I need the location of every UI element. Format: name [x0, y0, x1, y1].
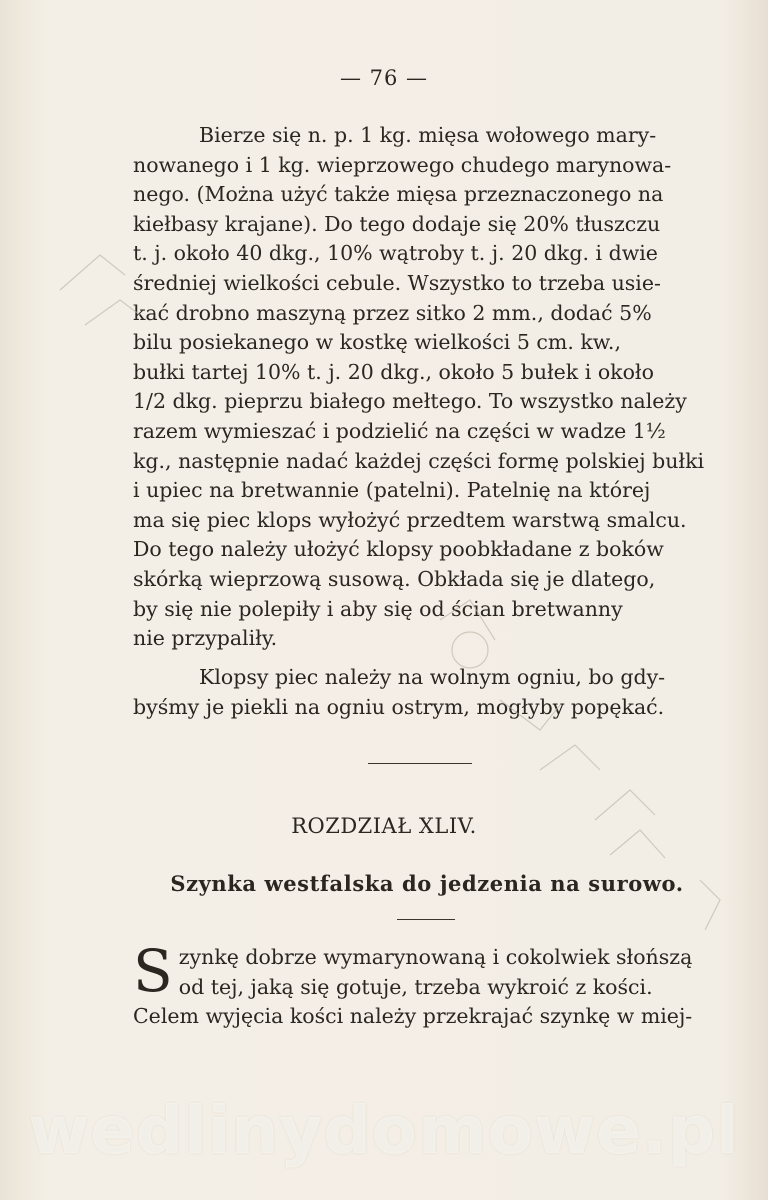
- text-line: ma się piec klops wyłożyć przedtem warstwą smalcu.: [133, 507, 687, 532]
- text-line: skórką wieprzową susową. Obkłada się je dlatego,: [133, 566, 656, 591]
- text-line: Do tego należy ułożyć klopsy poobkładane z boków: [133, 537, 664, 562]
- text-line: by się nie polepiły i aby się od ścian bretwanny: [133, 596, 623, 621]
- text-line: Bierze się n. p. 1 kg. mięsa wołowego mary-: [199, 123, 657, 147]
- text-line: razem wymieszać i podzielić na części w wadze 1½: [133, 418, 666, 443]
- chapter-text: [133, 937, 721, 1032]
- text-line: 1/2 dkg. pieprzu białego mełtego. To wszystko należy: [133, 389, 687, 414]
- text-line: Celem wyjęcia kości należy przekrajać szynkę w miej-: [133, 1004, 693, 1029]
- text-line: od tej, jaką się gotuje, trzeba wykroić z kości.: [178, 974, 653, 999]
- text-line: nie przypaliły.: [133, 626, 278, 651]
- text-line: kać drobno maszyną przez sitko 2 mm., dodać 5%: [133, 300, 652, 325]
- text-line: kg., następnie nadać każdej części formę polskiej bułki: [133, 448, 705, 473]
- chapter-heading: ROZDZIAŁ XLIV.: [291, 814, 477, 838]
- text-line: i upiec na bretwannie (patelni). Patelnię na której: [133, 478, 651, 503]
- text-line: bułki tartej 10% t. j. 20 dkg., około 5 bułek i około: [133, 359, 654, 384]
- text-line: t. j. około 40 dkg., 10% wątroby t. j. 20 dkg. i dwie: [133, 241, 658, 266]
- paragraph-2: [133, 663, 721, 722]
- drop-cap: S: [133, 937, 173, 1005]
- title-divider: [397, 919, 455, 920]
- text-line: zynkę dobrze wymarynowaną i cokolwiek słońszą: [178, 945, 693, 969]
- text-line: Klopsy piec należy na wolnym ogniu, bo gdy-: [199, 665, 666, 689]
- text-line: nego. (Można użyć także mięsa przeznaczonego na: [133, 182, 664, 207]
- page-number: — 76 —: [339, 66, 429, 90]
- text-line: średniej wielkości cebule. Wszystko to trzeba usie-: [133, 270, 661, 295]
- paragraph-1: [133, 121, 721, 654]
- text-line: byśmy je piekli na ogniu ostrym, mogłyby popękać.: [133, 694, 665, 719]
- text-line: bilu posiekanego w kostkę wielkości 5 cm. kw.,: [133, 330, 621, 355]
- watermark: wedlinydomowe.pl: [28, 1092, 740, 1169]
- chapter-title: Szynka westfalska do jedzenia na surowo.: [170, 871, 684, 896]
- section-divider: [368, 763, 472, 764]
- text-line: nowanego i 1 kg. wieprzowego chudego marynowa-: [133, 152, 672, 177]
- text-line: kiełbasy krajane). Do tego dodaje się 20% tłuszczu: [133, 211, 661, 236]
